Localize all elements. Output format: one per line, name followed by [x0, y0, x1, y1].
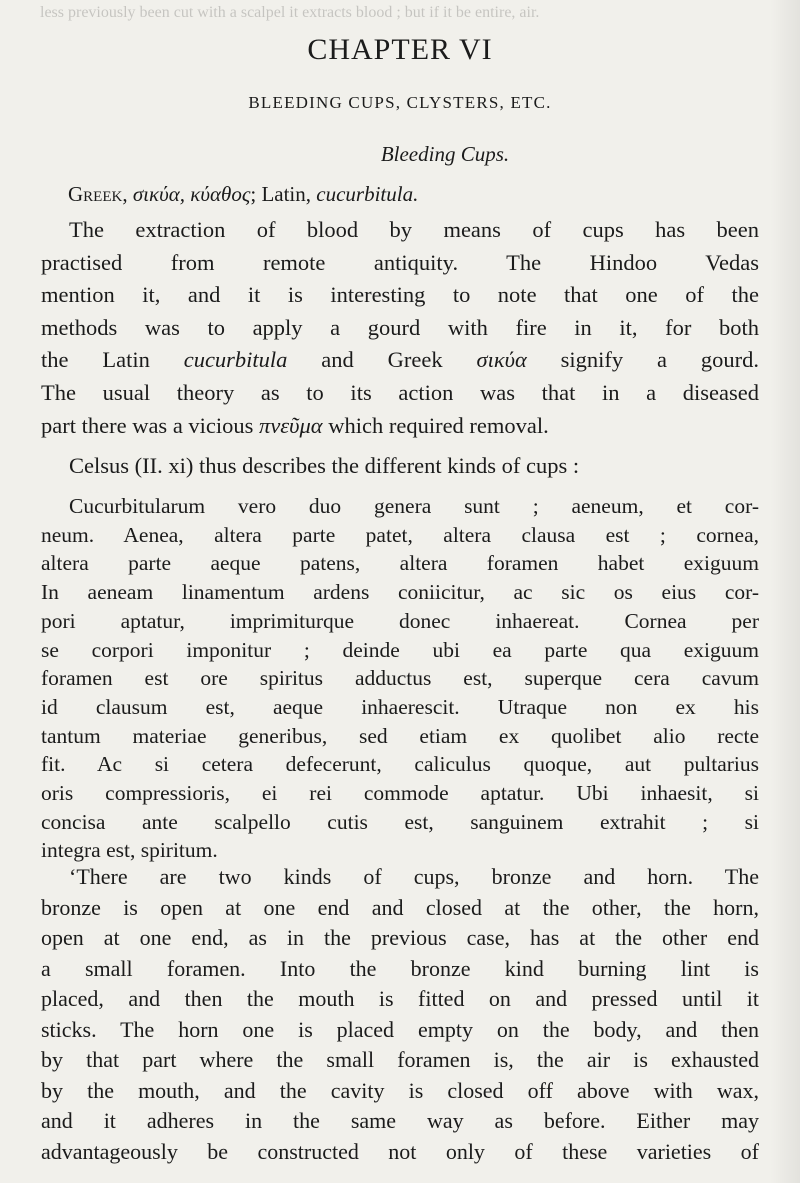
text-line: se corpori imponitur ; deinde ubi ea parte qua exiguum	[41, 637, 759, 662]
text-line: tantum materiae generibus, sed etiam ex quolibet alio recte	[41, 723, 759, 748]
text-line: a small foramen. Into the bronze kind burning lint is	[41, 955, 759, 981]
page-edge-shadow	[770, 0, 800, 1183]
text-line: neum. Aenea, altera parte patet, altera clausa est ; cornea,	[41, 522, 759, 547]
text-line: integra est, spiritum.	[41, 838, 218, 863]
text-line	[41, 410, 759, 443]
text-run: signify a gourd.	[526, 347, 759, 373]
greek-word: σικύα	[476, 347, 527, 373]
text-line: and it adheres in the same way as before. Either may	[41, 1108, 759, 1133]
text-line: concisa ante scalpello cutis est, sanguinem extrahit ; si	[41, 809, 759, 834]
greek-word: πνεῦμα	[259, 412, 323, 438]
text-line: id clausum est, aeque inhaerescit. Utraque non ex his	[41, 694, 759, 719]
celsus-intro	[41, 450, 759, 483]
text-line: In aeneam linamentum ardens coniicitur, ac sic os eius cor-	[41, 580, 759, 605]
english-translation	[41, 862, 759, 1167]
text-line: pori aptatur, imprimiturque donec inhaereat. Cornea per	[41, 608, 759, 633]
text-line: oris compressioris, ei rei commode aptatur. Ubi inhaesit, si	[41, 781, 759, 806]
text-line: The usual theory as to its action was that in a diseased	[41, 379, 759, 405]
latin-label: Latin,	[261, 182, 312, 206]
text-line: by the mouth, and the cavity is closed off above with wax,	[41, 1077, 759, 1103]
text-line: Cucurbitularum vero duo genera sunt ; aeneum, et cor-	[69, 494, 759, 518]
text-line: practised from remote antiquity. The Hindoo Vedas	[41, 249, 759, 275]
terminology-line	[68, 180, 418, 208]
text-run: part there was a vicious	[41, 412, 260, 438]
bleed-through-text: less previously been cut with a scalpel it extracts blood ; but if it be entire, air.	[40, 4, 540, 21]
text-line	[41, 344, 759, 377]
text-line: fit. Ac si cetera defecerunt, caliculus quoque, aut pultarius	[41, 752, 759, 777]
text-line: foramen est ore spiritus adductus est, superque cera cavum	[41, 666, 759, 691]
text-line: open at one end, as in the previous case, has at the other end	[41, 925, 759, 950]
intro-paragraph	[41, 214, 759, 442]
latin-term: cucurbitula.	[316, 182, 419, 206]
separator: ;	[250, 182, 257, 206]
text-line: altera parte aeque patens, altera foramen habet exiguum	[41, 551, 759, 576]
text-line: ‘There are two kinds of cups, bronze and horn. The	[69, 864, 759, 889]
chapter-title: CHAPTER VI	[307, 33, 493, 66]
text-line: by that part where the small foramen is, the air is exhausted	[41, 1047, 759, 1072]
latin-quotation	[41, 492, 759, 865]
text-line: Celsus (II. xi) thus describes the different kinds of cups :	[69, 453, 580, 478]
text-run: which required removal.	[322, 412, 549, 438]
text-line: mention it, and it is interesting to note that one of the	[41, 282, 759, 308]
text-line: sticks. The horn one is placed empty on the body, and then	[41, 1016, 759, 1042]
text-line: The extraction of blood by means of cups has been	[69, 217, 759, 242]
greek-label: Greek,	[68, 182, 128, 206]
subsection-title: Bleeding Cups.	[380, 142, 510, 166]
greek-terms: σικύα, κύαθος	[132, 182, 251, 206]
text-line: advantageously be constructed not only of these varieties of	[41, 1138, 759, 1164]
text-line: bronze is open at one end and closed at the other, the horn,	[41, 894, 759, 920]
text-line: placed, and then the mouth is fitted on and pressed until it	[41, 986, 759, 1011]
text-run: the Latin	[41, 347, 184, 373]
text-run: and Greek	[287, 347, 477, 373]
section-title: BLEEDING CUPS, CLYSTERS, ETC.	[248, 93, 552, 112]
latin-word: cucurbitula	[183, 347, 288, 373]
text-line: methods was to apply a gourd with fire in it, for both	[41, 314, 759, 340]
